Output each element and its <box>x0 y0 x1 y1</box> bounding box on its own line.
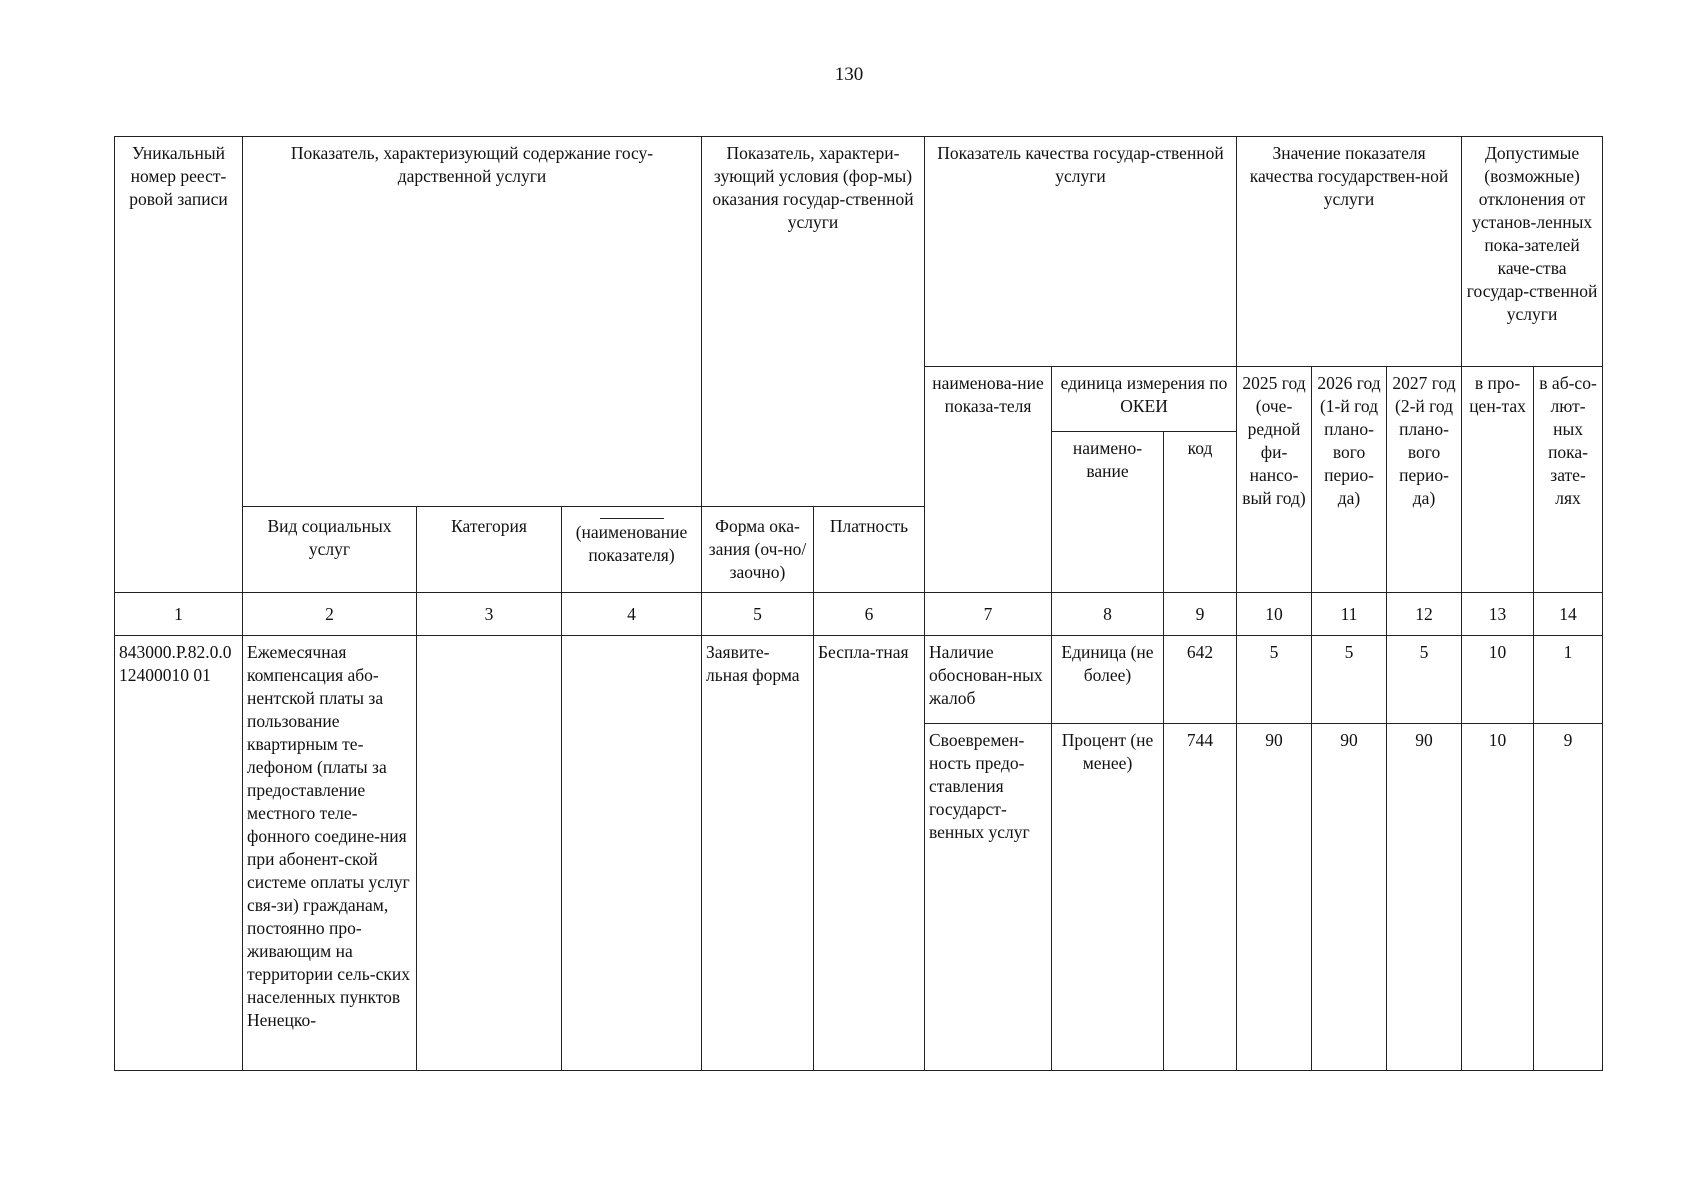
table-row <box>115 636 1603 724</box>
header-indicator-name: наименова-ние показа-теля <box>925 367 1052 593</box>
state-service-quality-table <box>114 136 1603 1071</box>
column-number: 12 <box>1387 593 1462 636</box>
value-2025-cell: 90 <box>1237 724 1312 1071</box>
column-number-row <box>115 593 1603 636</box>
header-conditions-indicator: Показатель, характери-зующий условия (фор-мы) оказания государ-ственной услуги <box>702 137 925 507</box>
unit-name-cell: Единица (не более) <box>1052 636 1164 724</box>
column-number: 10 <box>1237 593 1312 636</box>
header-indicator-placeholder <box>562 507 702 593</box>
column-number: 7 <box>925 593 1052 636</box>
header-okei-unit: единица измерения по ОКЕИ <box>1052 367 1237 432</box>
category-cell <box>417 636 562 1071</box>
page-number: 130 <box>834 64 864 85</box>
header-unit-code: код <box>1164 432 1237 593</box>
header-content-indicator: Показатель, характеризующий содержание госу-дарственной услуги <box>243 137 702 507</box>
header-quality-indicator: Показатель качества государ-ственной услуги <box>925 137 1237 367</box>
column-number: 3 <box>417 593 562 636</box>
header-unit-name: наимено-вание <box>1052 432 1164 593</box>
header-service-form: Форма ока-зания (оч-но/заочно) <box>702 507 814 593</box>
column-number: 8 <box>1052 593 1164 636</box>
value-2025-cell: 5 <box>1237 636 1312 724</box>
value-2026-cell: 90 <box>1312 724 1387 1071</box>
header-quality-value: Значение показателя качества государствен-ной услуги <box>1237 137 1462 367</box>
column-number: 6 <box>814 593 925 636</box>
header-category: Категория <box>417 507 562 593</box>
header-allowed-deviations: Допустимые (возможные) отклонения от установ-ленных пока-зателей каче-ства государ-ственной услуги <box>1462 137 1603 367</box>
header-deviation-absolute: в аб-со-лют-ных пока-зате-лях <box>1534 367 1603 593</box>
column-number: 14 <box>1534 593 1603 636</box>
quality-indicator-cell: Своевремен-ность предо-ставления государст-венных услуг <box>925 724 1052 1071</box>
deviation-percent-cell: 10 <box>1462 636 1534 724</box>
deviation-absolute-cell: 1 <box>1534 636 1603 724</box>
header-deviation-percent: в про-цен-тах <box>1462 367 1534 593</box>
column-number: 2 <box>243 593 417 636</box>
header-year-2025: 2025 год (оче-редной фи-нансо-вый год) <box>1237 367 1312 593</box>
value-2027-cell: 5 <box>1387 636 1462 724</box>
header-unique-record-number: Уникальный номер реест-ровой записи <box>115 137 243 593</box>
unit-code-cell: 744 <box>1164 724 1237 1071</box>
unit-name-cell: Процент (не менее) <box>1052 724 1164 1071</box>
service-type-cell: Ежемесячная компенсация або-нентской платы за пользование квартирным те-лефоном (платы за предоставление местного теле-фонного соедине-ния при абонент-ской системе оплаты услуг свя-зи) гражданам, постоянно про-живающим на территории сель-ских населенных пунктов Ненецко- <box>243 636 417 1071</box>
value-2026-cell: 5 <box>1312 636 1387 724</box>
deviation-percent-cell: 10 <box>1462 724 1534 1071</box>
unit-code-cell: 642 <box>1164 636 1237 724</box>
indicator-name-cell <box>562 636 702 1071</box>
column-number: 9 <box>1164 593 1237 636</box>
quality-indicator-cell: Наличие обоснован-ных жалоб <box>925 636 1052 724</box>
header-indicator-placeholder-label: (наименование показателя) <box>575 522 688 565</box>
column-number: 1 <box>115 593 243 636</box>
header-year-2026: 2026 год (1-й год плано-вого перио-да) <box>1312 367 1387 593</box>
record-id: 843000.Р.82.0.012400010 01 <box>115 636 243 1071</box>
column-number: 13 <box>1462 593 1534 636</box>
column-number: 11 <box>1312 593 1387 636</box>
column-number: 4 <box>562 593 702 636</box>
header-year-2027: 2027 год (2-й год плано-вого перио-да) <box>1387 367 1462 593</box>
value-2027-cell: 90 <box>1387 724 1462 1071</box>
column-number: 5 <box>702 593 814 636</box>
deviation-absolute-cell: 9 <box>1534 724 1603 1071</box>
blank-underline <box>600 518 664 519</box>
header-payment: Платность <box>814 507 925 593</box>
payment-cell: Бесплa-тная <box>814 636 925 1071</box>
service-form-cell: Заявите-льная форма <box>702 636 814 1071</box>
header-service-type: Вид социальных услуг <box>243 507 417 593</box>
